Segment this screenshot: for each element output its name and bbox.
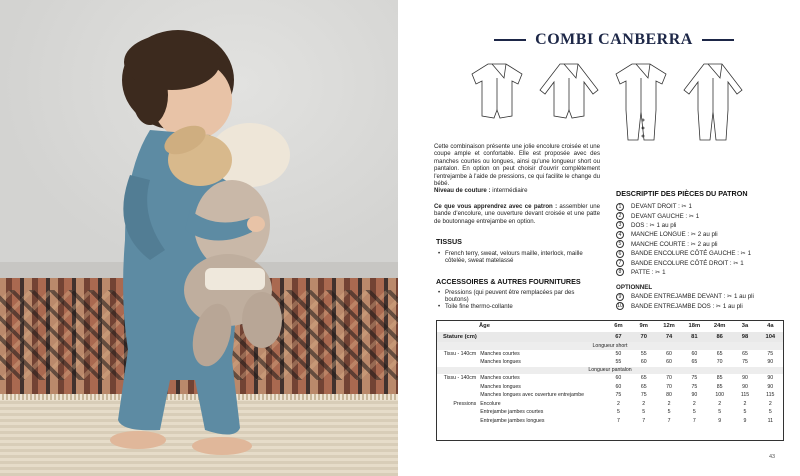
piece-number: 7 [616,259,624,267]
stature-cell: 67 [606,332,631,343]
piece-label: PATTE : ✂ 1 [631,268,666,276]
piece-label: MANCHE COURTE : ✂ 2 au pli [631,240,718,248]
table-cell: 2 [692,400,696,407]
row-label [437,408,479,417]
pattern-page [400,0,800,476]
table-cell: 5 [743,409,747,416]
table-cell: 65 [640,383,647,390]
stature-cell: 104 [758,332,783,343]
table-row [437,391,783,400]
piece-label: BANDE ENTREJAMBE DEVANT : ✂ 1 au pli [631,293,754,301]
table-cell: 50 [615,350,622,357]
sketch-short-sleeve-long [616,64,666,140]
table-cell: 65 [691,359,698,366]
table-cell: 2 [616,400,620,407]
row-description: Manches longues [480,383,521,390]
table-cell: 5 [667,409,671,416]
list-item: • Toile fine thermo-collante [436,303,596,310]
piece-item [616,240,786,249]
piece-item [616,211,786,220]
learn-text [434,203,600,225]
table-cell: 75 [691,383,698,390]
piece-item [616,301,786,310]
table-cell: 55 [640,350,647,357]
table-cell: 5 [616,409,620,416]
level-value: intermédiaire [490,187,528,195]
table-stature-row [437,332,783,343]
section-tissus-heading [436,237,462,246]
table-cell: 100 [715,392,724,399]
table-cell: 60 [666,359,672,366]
age-cell: 6m [606,321,631,332]
table-subheader-row [437,342,783,350]
section-pieces-title: DESCRIPTIF DES PIÈCES DU PATRON [616,189,748,198]
learn-description: assembler une bande d'encolure, une ouverture devant croisée et une patte de boutonnage entrejambe en option. [434,203,600,225]
sketch-long-sleeve-long [684,64,742,140]
stature-cell: 70 [631,332,656,343]
piece-number: 2 [616,212,624,220]
row-label: Tissu - 140cm [443,375,477,382]
table-cell: 2 [642,400,646,407]
piece-item [616,202,786,211]
table-cell: 65 [716,350,723,357]
table-cell: 70 [666,383,672,390]
table-cell: 115 [766,392,775,399]
piece-item [616,249,786,258]
piece-label: MANCHE LONGUE : ✂ 2 au pli [631,231,718,239]
row-label [437,391,479,400]
table-cell: 7 [667,417,671,424]
table-cell: 2 [743,400,747,407]
table-cell: 85 [716,375,723,382]
table-cell: 5 [768,409,772,416]
table-cell: 9 [718,417,722,424]
table-cell: 11 [767,417,774,424]
title-rule-right [702,39,734,41]
piece-number: 6 [616,250,624,258]
table-cell: 65 [640,375,647,382]
table-cell: 5 [642,409,646,416]
row-label [437,383,479,392]
row-label: Pressions [453,400,477,407]
stature-header: Stature (cm) [437,332,606,343]
table-cell: 7 [616,417,620,424]
sketch-long-sleeve-short [540,64,598,118]
table-cell: 7 [642,417,646,424]
row-label [437,358,479,367]
table-cell: 5 [692,409,696,416]
table-cell: 75 [615,392,622,399]
piece-label: BANDE ENCOLURE CÔTÉ GAUCHE : ✂ 1 [631,250,752,258]
title-rule-left [494,39,526,41]
piece-label: BANDE ENCOLURE CÔTÉ DROIT : ✂ 1 [631,259,744,267]
table-header-row [437,321,783,332]
table-subheader-row [437,367,783,375]
row-description: Manches courtes [480,350,520,357]
table-cell: 60 [615,383,622,390]
table-cell: 65 [742,350,748,357]
piece-label: DEVANT DROIT : ✂ 1 [631,203,692,211]
row-description: Entrejambe jambes longues [480,417,545,424]
age-cell: 9m [631,321,656,332]
table-cell: 75 [742,359,748,366]
piece-number: 3 [616,221,624,229]
pieces-list [616,202,786,277]
table-cell: 75 [691,375,698,382]
piece-number: 1 [616,203,624,211]
table-subheader: Longueur pantalon [437,367,783,375]
piece-item [616,230,786,239]
table-cell: 90 [691,392,698,399]
intro-text [434,143,600,195]
stature-cell: 98 [732,332,757,343]
table-subheader: Longueur short [437,342,783,350]
table-cell: 55 [615,359,622,366]
table-cell: 9 [743,417,747,424]
table-row [437,358,783,367]
piece-label: DEVANT GAUCHE : ✂ 1 [631,212,700,220]
table-cell: 90 [767,375,774,382]
table-row [437,417,783,426]
child-with-plush-illustration [0,0,398,476]
row-label: Tissu - 140cm [443,350,477,357]
table-cell: 90 [742,375,748,382]
product-photo [0,0,398,476]
age-cell: 18m [682,321,707,332]
table-cell: 5 [718,409,722,416]
table-cell: 60 [691,350,698,357]
piece-item [616,221,786,230]
table-body [437,342,783,425]
row-description: Manches longues [480,359,521,366]
table-row [437,350,783,359]
piece-item [616,292,786,301]
age-cell: 4a [758,321,783,332]
page-title: COMBI CANBERRA [535,31,693,48]
piece-number: 5 [616,240,624,248]
piece-label: BANDE ENTREJAMBE DOS : ✂ 1 au pli [631,302,743,310]
table-cell: 90 [767,359,774,366]
title-row [494,30,734,50]
table-cell: 2 [667,400,671,407]
table-row [437,374,783,383]
table-cell: 75 [767,350,774,357]
list-item: • French terry, sweat, velours maille, interlock, maille côtelée, sweat matelassé [436,250,596,264]
section-tissus-title: TISSUS [436,237,462,246]
age-header: Âge [437,321,606,332]
stature-cell: 74 [656,332,681,343]
row-description: Entrejambe jambes courtes [480,409,544,416]
row-label [437,417,479,426]
table-cell: 7 [692,417,696,424]
piece-number: 10 [617,303,623,310]
piece-item [616,258,786,267]
piece-label: DOS : ✂ 1 au pli [631,221,677,229]
table-cell: 60 [615,375,622,382]
table-cell: 2 [768,400,772,407]
table-row [437,400,783,409]
sizing-table [436,320,784,441]
list-item: • Pressions (qui peuvent être remplacées par des boutons) [436,289,596,303]
sketch-short-sleeve-short [472,64,522,118]
row-description: Manches courtes [480,375,520,382]
accessoires-list [436,289,596,311]
piece-number: 4 [616,231,624,239]
table-cell: 85 [716,383,723,390]
piece-number: 8 [616,268,624,276]
age-cell: 3a [732,321,757,332]
optional-title: OPTIONNEL [616,284,653,291]
piece-number: 9 [616,293,624,301]
page-number: 43 [769,454,776,460]
table-cell: 60 [666,350,672,357]
technical-sketches [466,60,766,144]
section-accessoires-title: ACCESSOIRES & AUTRES FOURNITURES [436,277,581,286]
table-cell: 90 [767,383,774,390]
table-cell: 70 [716,359,723,366]
row-description: Manches longues avec ouverture entrejambe [480,392,584,399]
level-label: Niveau de couture : [434,187,491,195]
learn-label: Ce que vous apprendrez avec ce patron : [434,203,558,210]
table-row [437,383,783,392]
table-cell: 115 [740,392,750,399]
tissus-list [436,250,596,264]
stature-cell: 86 [707,332,732,343]
section-pieces-heading [616,189,748,198]
intro-description: Cette combinaison présente une jolie encolure croisée et une coupe ample et confortable. Elle est proposée avec des manches courtes ou longues, ainsi qu'une longueur short ou pantalon. En option on peut choisir d'ouvrir complètement l'entrejambe à l'aide de pressions, ce qui facilite le change du bébé. [434,143,600,188]
table-cell: 90 [742,383,748,390]
table-cell: 2 [718,400,722,407]
table-cell: 80 [666,392,672,399]
section-accessoires-heading [436,277,581,286]
optional-pieces-list [616,292,786,311]
piece-item [616,268,786,277]
row-description: Encolure [480,400,501,407]
stature-cell: 81 [682,332,707,343]
table-cell: 60 [640,359,647,366]
table-row [437,408,783,417]
table-cell: 70 [666,375,672,382]
table-cell: 75 [640,392,647,399]
age-cell: 12m [656,321,681,332]
age-cell: 24m [707,321,732,332]
